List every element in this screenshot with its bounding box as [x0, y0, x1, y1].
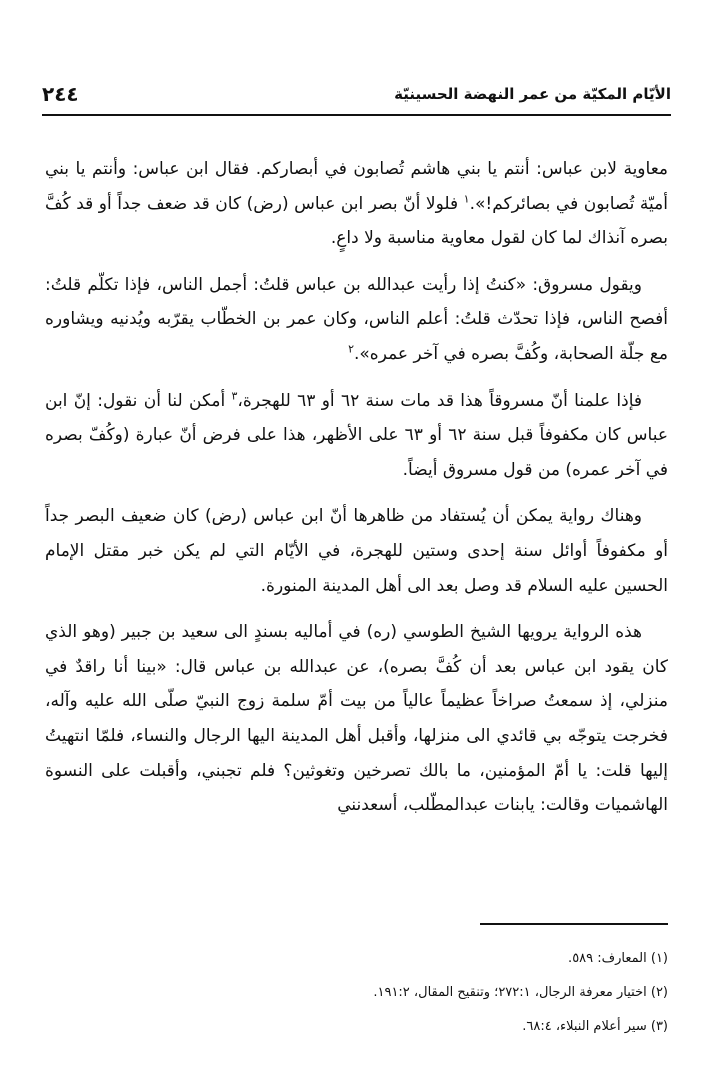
running-title: الأيّام المكيّة من عمر النهضة الحسينيّة [394, 85, 671, 103]
header-rule [42, 114, 671, 116]
paragraph-text: وهناك رواية يمكن أن يُستفاد من ظاهرها أنّ ابن عباس (رض) كان ضعيف البصر جداً أو مكفوفاً أوائل سنة إحدى وستين للهجرة، في الأيّام التي لم يكن خبر مقتل الإمام الحسين عليه السلام قد وصل بعد الى أهل المدينة المنورة. [45, 506, 668, 596]
paragraph-text: أمكن لنا أن نقول: إنّ ابن عباس كان مكفوفاً قبل سنة ٦٢ أو ٦٣ على الأظهر، هذا على فرض أنّ عبارة (وكُفّ بصره في آخر عمره) من قول مسروق أيضاً. [45, 390, 668, 480]
footnote-ref: ٢ [348, 342, 354, 356]
paragraph-text: ويقول مسروق: «كنتُ إذا رأيت عبدالله بن عباس قلتُ: أجمل الناس، فإذا تكلّم قلتُ: أفصح الناس، فإذا تحدّث قلتُ: أعلم الناس، وكان عمر بن الخطّاب يقرّبه ويُدنيه ويشاوره مع جلّة الصحابة، وكُفَّ بصره في آخر عمره». [45, 274, 668, 364]
footnote-ref: ٣ [231, 388, 238, 402]
paragraph [45, 268, 668, 372]
footnotes [45, 942, 668, 1044]
paragraph [45, 615, 668, 823]
paragraph-text: معاوية لابن عباس: أنتم يا بني هاشم تُصابون في أبصاركم. فقال ابن عباس: وأنتم يا بني أميّة تُصابون في بصائركم!». [45, 159, 668, 214]
footnote: (١) المعارف: ٥٨٩. [568, 951, 668, 966]
paragraph [45, 384, 668, 488]
paragraph-text: هذه الرواية يرويها الشيخ الطوسي (ره) في أماليه بسندٍ الى سعيد بن جبير (وهو الذي كان يقود ابن عباس بعد أن كُفَّ بصره)، عن عبدالله بن عباس قال: «بينا أنا راقدٌ في منزلي، إذ سمعتُ صراخاً عظيماً عالياً من بيت أمّ سلمة زوج النبيّ صلّى الله عليه وآله، فخرجت يتوجّه بي قائدي الى منزلها، وأقبل أهل المدينة اليها الرجال والنساء، فلمّا انتهيتُ إليها قلت: يا أمّ المؤمنين، ما بالك تصرخين وتغوثين؟ فلم تجبني، وأقبلت على النسوة الهاشميات وقالت: يابنات عبدالمطّلب، أسعدنني [45, 622, 668, 816]
page-number: ٢٤٤ [42, 82, 79, 106]
footnote: (٣) سير أعلام النبلاء، ٦٨:٤. [522, 1019, 668, 1034]
page-header [42, 78, 671, 110]
footnote-rule [480, 923, 668, 925]
paragraph-text: فلولا أنّ بصر ابن عباس (رض) كان قد ضعف جداً أو قد كُفَّ بصره آنذاك لما كان لقول معاوية مناسبة ولا داعٍ. [45, 193, 668, 249]
footnote: (٢) اختيار معرفة الرجال، ٢٧٢:١؛ وتنقيح المقال، ١٩١:٢. [373, 985, 668, 1000]
paragraph [45, 499, 668, 603]
paragraph-text: فإذا علمنا أنّ مسروقاً هذا قد مات سنة ٦٢ أو ٦٣ للهجرة، [237, 390, 642, 411]
footnote-ref: ١ [463, 191, 470, 205]
paragraph [45, 152, 668, 256]
body-text [45, 152, 668, 835]
